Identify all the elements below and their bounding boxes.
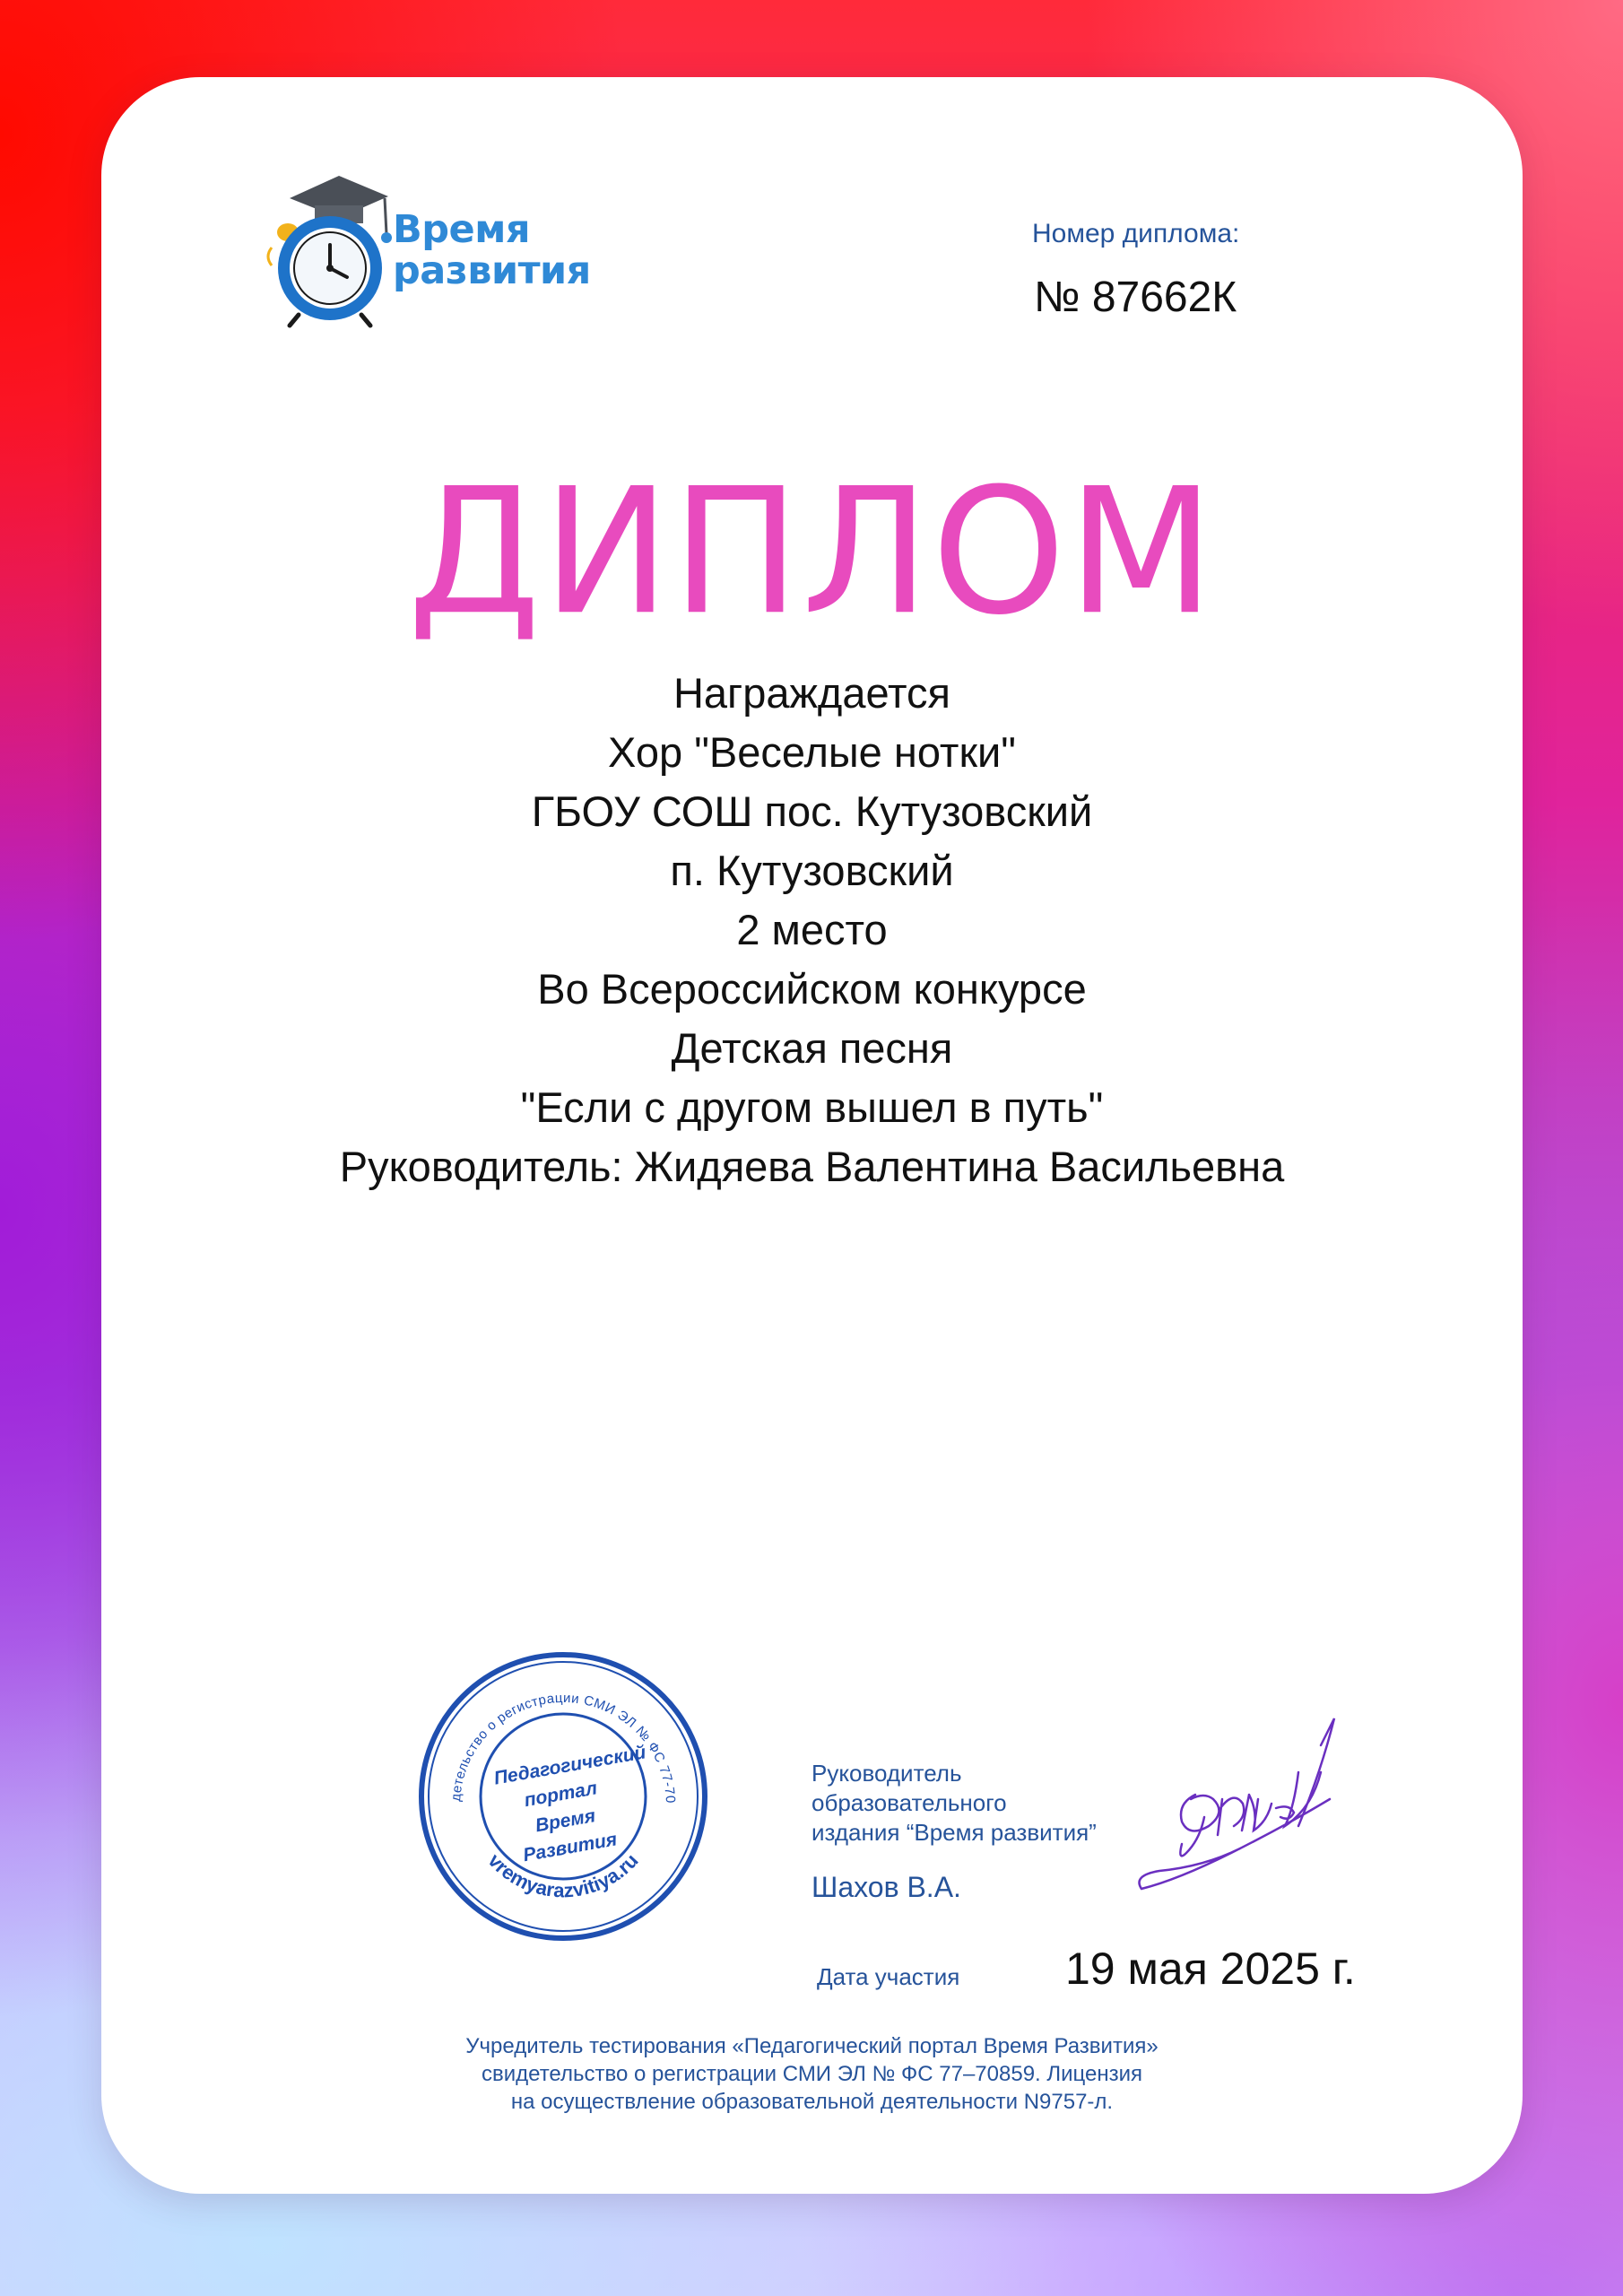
director-line: Руководитель <box>812 1760 962 1787</box>
footer-line: свидетельство о регистрации СМИ ЭЛ № ФС 77–70859. Лицензия <box>481 2062 1143 2086</box>
diploma-title: ДИПЛОМ <box>407 450 1217 654</box>
handwritten-signature <box>1124 1709 1357 1907</box>
award-line: ГБОУ СОШ пос. Кутузовский <box>531 787 1093 835</box>
award-line: п. Кутузовский <box>670 847 954 894</box>
footer-line: на осуществление образовательной деятельности N9757-л. <box>510 2090 1114 2114</box>
alarm-clock-icon <box>254 162 397 333</box>
official-stamp <box>415 1648 711 1944</box>
date-value: 19 мая 2025 г. <box>1065 1944 1356 1994</box>
footer-line: Учредитель тестирования «Педагогический портал Время Развития» <box>465 2034 1159 2058</box>
footer-text <box>101 2032 1523 2116</box>
award-text <box>101 664 1523 1196</box>
award-line: Детская песня <box>671 1024 953 1072</box>
stamp-ring-text: детельство о регистрации СМИ ЭЛ № ФС 77-70 <box>448 1690 679 1805</box>
award-line: Во Всероссийском конкурсе <box>537 965 1087 1013</box>
director-name: Шахов В.А. <box>812 1871 961 1903</box>
award-line: Руководитель: Жидяева Валентина Васильевна <box>339 1143 1285 1190</box>
director-title <box>812 1759 1097 1848</box>
logo-line-2: развития <box>393 248 591 293</box>
diploma-number-label: Номер диплома: <box>1032 219 1240 248</box>
logo <box>254 162 648 333</box>
diploma-card <box>101 77 1523 2194</box>
award-line: Награждается <box>673 669 951 717</box>
director-line: издания “Время развития” <box>812 1819 1097 1846</box>
stamp-url: vremyarazvitiya.ru <box>483 1848 643 1902</box>
award-line: Хор "Веселые нотки" <box>608 728 1016 776</box>
stamp-center-text: Педагогический портал Время Развития <box>492 1742 647 1866</box>
award-line: "Если с другом вышел в путь" <box>520 1083 1104 1131</box>
logo-text <box>393 209 591 291</box>
logo-line-1: Время <box>393 207 530 252</box>
date-label: Дата участия <box>817 1963 960 1990</box>
diploma-number-value: № 87662К <box>1034 274 1237 321</box>
director-line: образовательного <box>812 1789 1007 1816</box>
award-line: 2 место <box>736 906 888 953</box>
